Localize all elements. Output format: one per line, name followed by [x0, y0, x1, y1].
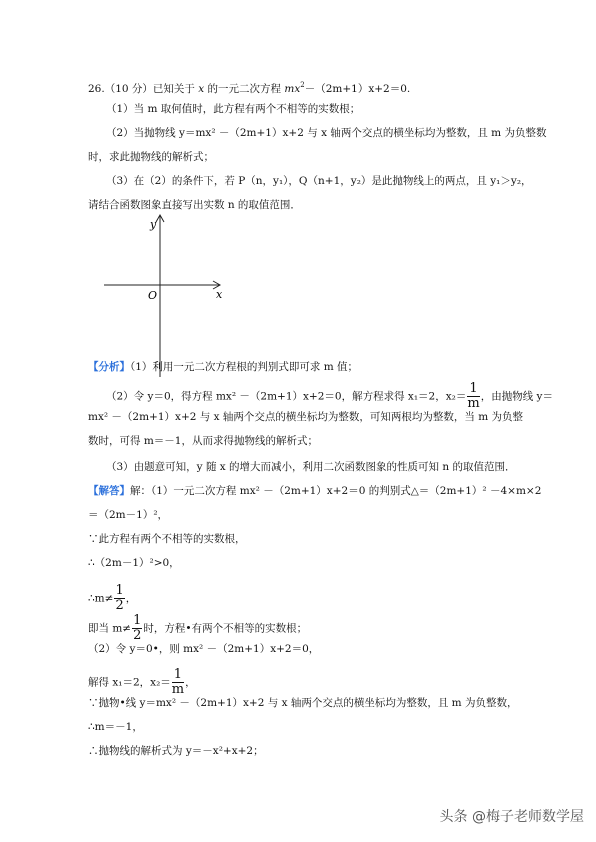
analysis-line-3: mx² －（2m+1）x+2 与 x 轴两个交点的横坐标均为整数，可知两根均为整数，当 m 为负整	[88, 411, 524, 423]
var-x: x	[198, 83, 205, 95]
origin-label: O	[148, 289, 158, 302]
fraction-numerator: 1	[133, 613, 142, 628]
analysis-line-4: 数时，可得 m＝－1，从而求得抛物线的解析式；	[88, 435, 318, 447]
fraction-one-half-2	[132, 614, 142, 643]
question-2-line-a: （2）当抛物线 y＝mx² －（2m+1）x+2 与 x 轴两个交点的横坐标均为整数，且 m 为负整数	[106, 127, 547, 139]
y-axis-label: y	[150, 218, 157, 231]
fraction-denominator: 2	[115, 598, 124, 613]
solution-line-7: （2）令 y＝0•，则 mx² －（2m+1）x+2＝0，	[88, 643, 320, 655]
stem-mid: 的一元二次方程	[207, 83, 282, 95]
eq-sup: 2	[300, 81, 305, 89]
solution-text-5-post: ，	[125, 592, 137, 605]
eq-mx: mx	[284, 83, 301, 95]
x-axis-label: x	[216, 288, 223, 301]
solution-line-10: ∴m＝－1，	[88, 721, 143, 733]
eq-rest: －（2m+1）x+2＝0.	[304, 83, 411, 95]
solution-line-2: ＝（2m－1）²，	[88, 509, 169, 521]
stem-prefix: 已知关于	[152, 83, 195, 95]
solution-line-3: ∵此方程有两个不相等的实数根，	[88, 533, 246, 545]
solution-line-8	[88, 668, 196, 697]
solution-text-5-pre: ∴m≠	[88, 592, 114, 605]
problem-header	[88, 78, 410, 96]
fraction-numerator: 1	[115, 583, 124, 598]
solution-line-5	[88, 584, 136, 613]
solution-line-4: ∴（2m－1）²>0，	[88, 557, 180, 569]
solution-line-1	[88, 484, 541, 498]
fraction-denominator: m	[171, 682, 185, 697]
solution-tag: 【解答】	[88, 485, 130, 497]
fraction-one-over-m-2	[172, 668, 184, 697]
fraction-one-over-m	[467, 382, 479, 411]
analysis-line-1	[88, 360, 358, 374]
question-3-line-a: （3）在（2）的条件下，若 P（n，y₁），Q（n+1，y₂）是此抛物线上的两点，且 y₁＞y₂，	[106, 175, 532, 187]
solution-line-11: ∴抛物线的解析式为 y＝－x²+x+2；	[88, 745, 264, 757]
fraction-denominator: 2	[133, 628, 142, 643]
problem-score: （10 分）	[104, 83, 153, 95]
coordinate-axes	[100, 212, 230, 380]
solution-text-1: 解：（1）一元二次方程 mx² －（2m+1）x+2＝0 的判别式△＝（2m+1）² －4×m×2	[130, 485, 542, 497]
solution-text-8-pre: 解得 x₁＝2，x₂＝	[88, 676, 171, 689]
question-2-line-b: 时，求此抛物线的解析式；	[88, 151, 214, 163]
solution-text-8-post: ，	[185, 676, 196, 689]
solution-line-6	[88, 614, 307, 643]
analysis-text-2a: （2）令 y＝0，得方程 mx² －（2m+1）x+2＝0，解方程求得 x₁＝2，x₂＝	[106, 390, 467, 403]
watermark: 头条 @梅子老师数学屋	[439, 809, 584, 825]
fraction-numerator: 1	[172, 668, 184, 683]
solution-line-9: ∵抛物•线 y＝mx² －（2m+1）x+2 与 x 轴两个交点的横坐标均为整数，且 m 为负整数，	[88, 697, 518, 709]
analysis-line-5: （3）由题意可知，y 随 x 的增大而减小，利用二次函数图象的性质可知 n 的取值范围．	[106, 461, 516, 473]
fraction-denominator: m	[467, 396, 480, 411]
question-1: （1）当 m 取何值时，此方程有两个不相等的实数根；	[106, 103, 361, 115]
fraction-numerator: 1	[467, 382, 479, 397]
solution-text-6-pre: 即当 m≠	[88, 622, 132, 635]
solution-text-6-post: 时，方程•有两个不相等的实数根；	[143, 622, 308, 635]
analysis-text-2b: ，由抛物线 y＝	[480, 390, 553, 403]
analysis-text-1: （1）利用一元二次方程根的判别式即可求 m 值；	[130, 361, 359, 373]
problem-number: 26.	[88, 83, 105, 95]
analysis-line-2	[106, 382, 553, 411]
analysis-tag: 【分析】	[88, 361, 130, 373]
question-3-line-b: 请结合函数图象直接写出实数 n 的取值范围．	[88, 199, 301, 211]
fraction-one-half	[114, 584, 124, 613]
